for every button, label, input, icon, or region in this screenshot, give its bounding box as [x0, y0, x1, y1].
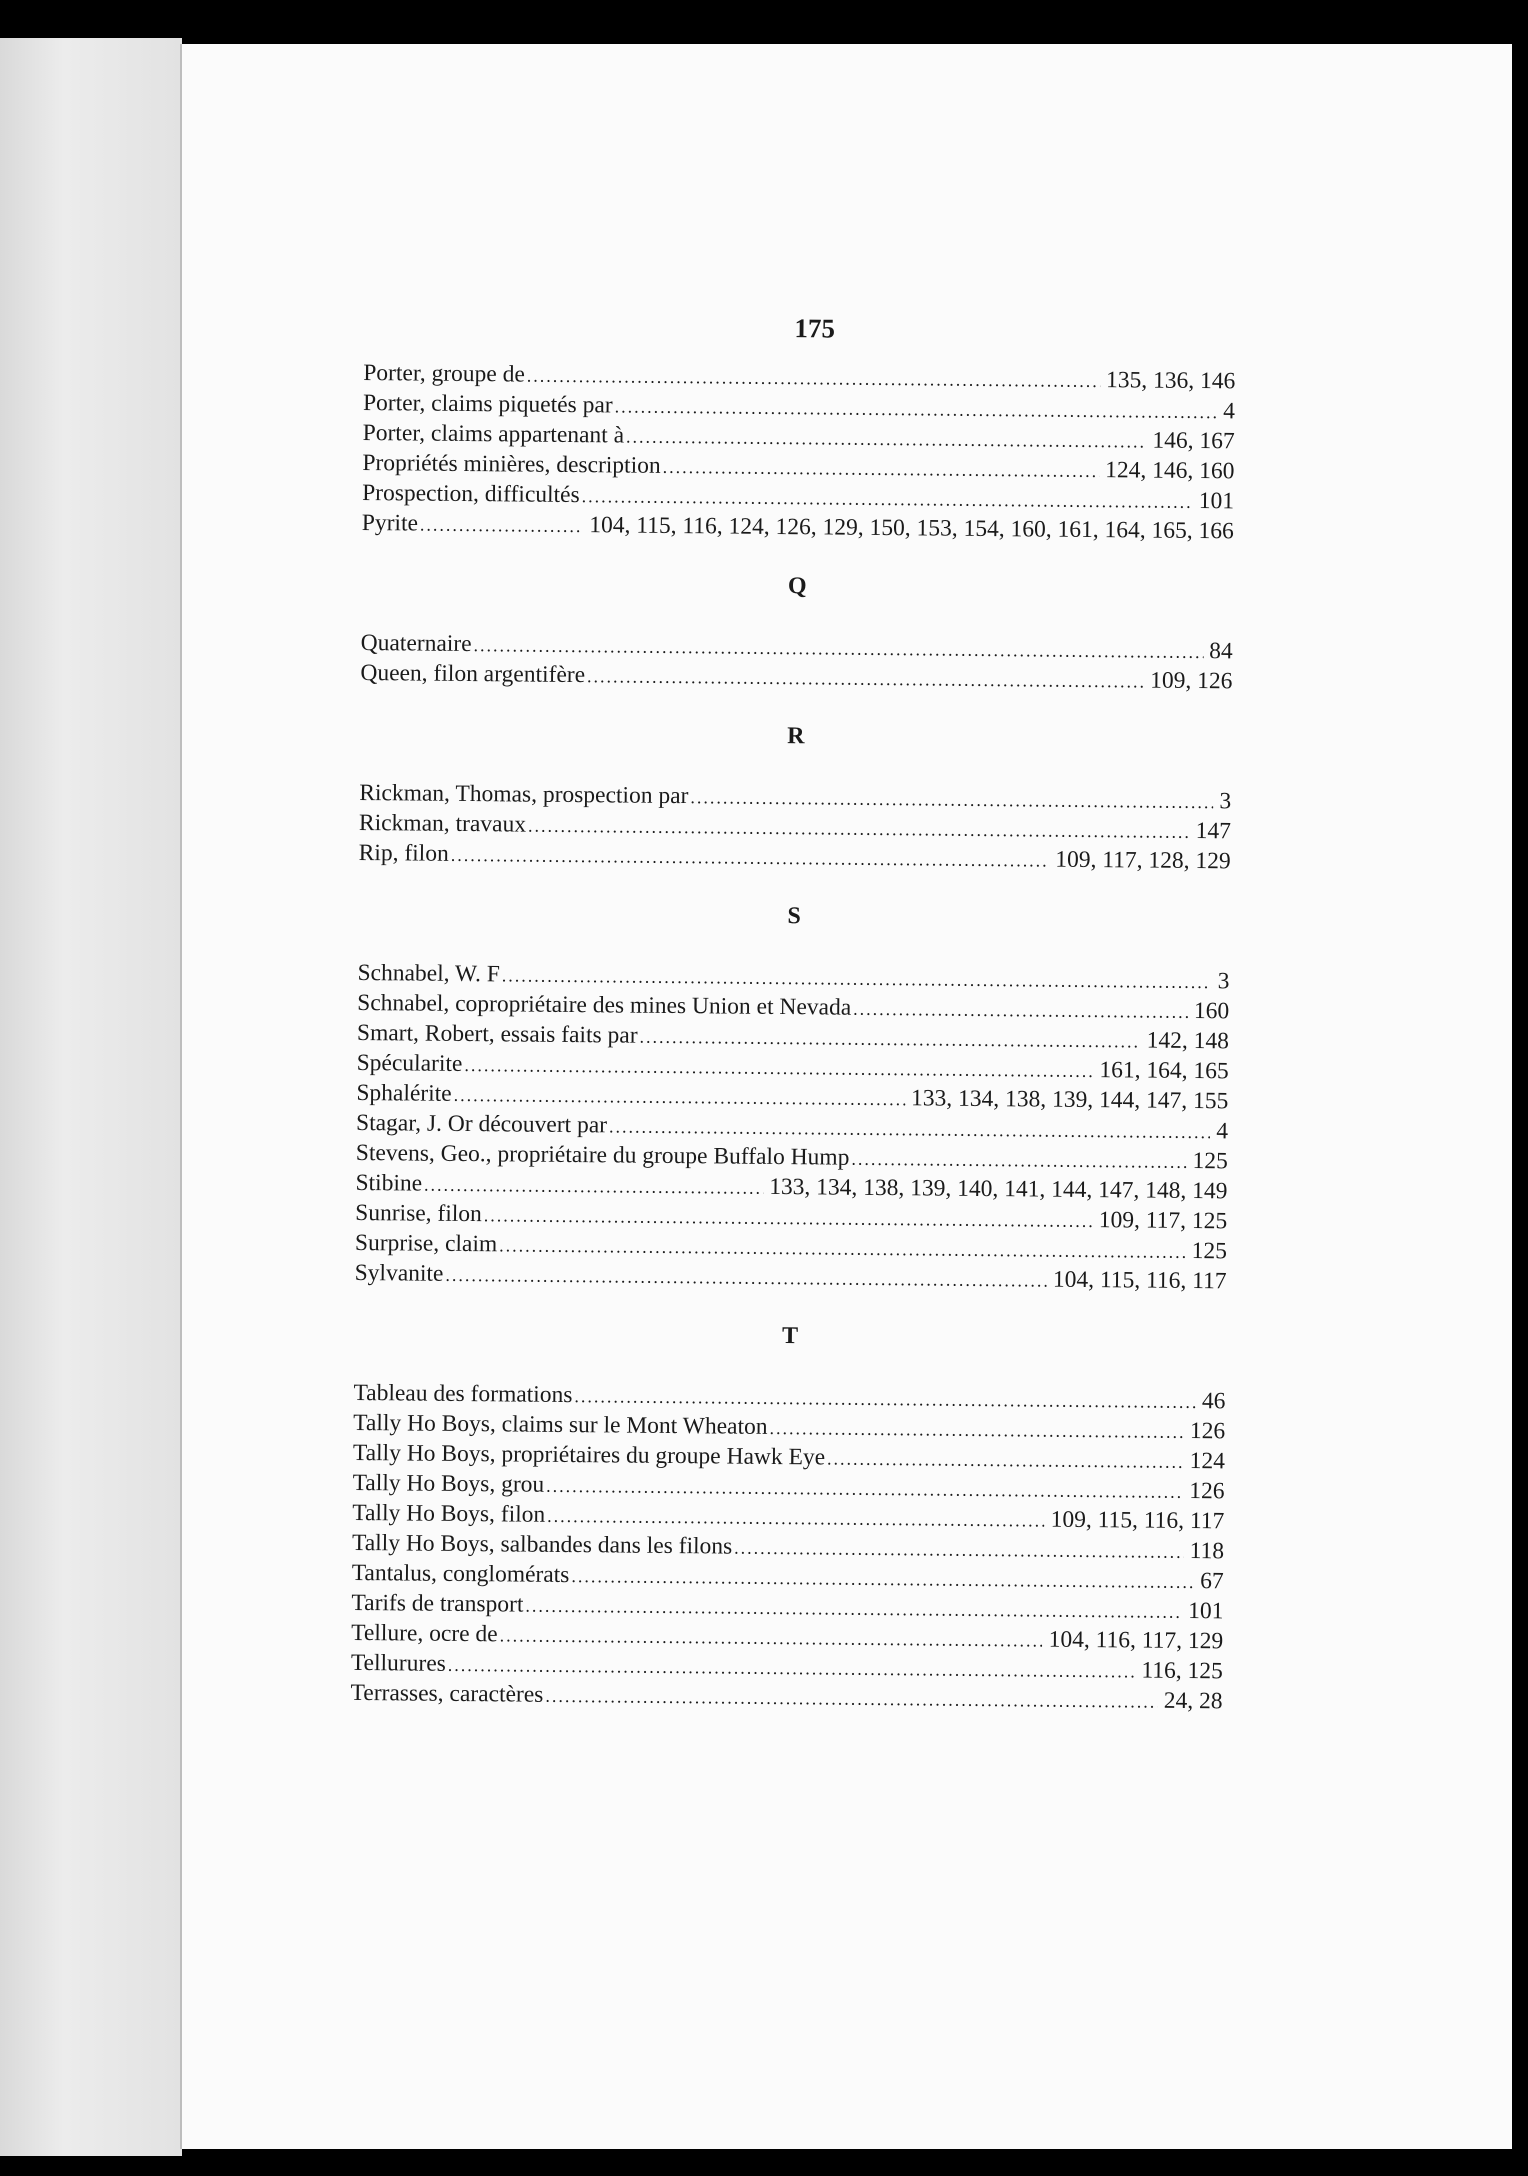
entry-term: Terrasses, caractères: [350, 1679, 544, 1708]
entry-term: Tableau des formations: [353, 1379, 573, 1409]
dot-leader: [451, 840, 1050, 876]
section-letter-heading: Q: [787, 573, 807, 600]
entry-term: Stagar, J. Or découvert par: [355, 1109, 608, 1139]
entry-page-numbers: 101: [1198, 488, 1235, 515]
dot-leader: [545, 1681, 1158, 1717]
dot-leader: [445, 1260, 1047, 1296]
previous-page-edge: [0, 38, 182, 2156]
entry-page-numbers: 3: [1217, 968, 1230, 995]
entry-term: Tellurures: [350, 1649, 446, 1677]
index-section: [350, 1310, 1226, 1716]
entry-term: Stibine: [355, 1169, 423, 1197]
entry-page-numbers: 109, 117, 128, 129: [1055, 846, 1231, 875]
entry-term: Queen, filon argentifère: [360, 659, 586, 689]
dot-leader: [626, 422, 1147, 457]
entry-term: Surprise, claim: [354, 1229, 498, 1258]
entry-term: Pyrite: [361, 509, 419, 537]
entry-page-numbers: 133, 134, 138, 139, 144, 147, 155: [910, 1085, 1229, 1115]
entry-page-numbers: 84: [1209, 638, 1233, 665]
index-sections: [350, 358, 1235, 1716]
entry-term: Schnabel, copropriétaire des mines Union et Nevada: [357, 989, 852, 1021]
entry-term: Tellure, ocre de: [351, 1619, 498, 1648]
dot-leader: [639, 1022, 1140, 1057]
entry-term: Schnabel, W. F: [357, 959, 500, 988]
entry-page-numbers: 109, 115, 116, 117: [1050, 1506, 1225, 1535]
entry-term: Spécularite: [356, 1049, 463, 1077]
entry-page-numbers: 67: [1200, 1568, 1224, 1595]
entry-page-numbers: 161, 164, 165: [1099, 1057, 1229, 1085]
dot-leader: [420, 510, 584, 542]
entry-page-numbers: 135, 136, 146: [1105, 367, 1236, 395]
entry-term: Rickman, travaux: [358, 809, 527, 838]
index-content: [350, 300, 1235, 1716]
entry-page-numbers: 133, 134, 138, 139, 140, 141, 144, 147, 148, 149: [769, 1173, 1228, 1205]
entry-term: Smart, Robert, essais faits par: [356, 1019, 638, 1049]
entry-page-numbers: 104, 116, 117, 129: [1048, 1626, 1224, 1655]
index-section: [355, 890, 1231, 1296]
entry-term: Propriétés minières, description: [362, 449, 661, 479]
dot-leader: [769, 1413, 1184, 1447]
entry-term: Stevens, Geo., propriétaire du groupe Buffalo Hump: [355, 1139, 850, 1171]
entry-page-numbers: 126: [1189, 1417, 1226, 1445]
entry-page-numbers: 118: [1189, 1537, 1225, 1565]
entry-term: Tally Ho Boys, propriétaires du groupe Hawk Eye: [352, 1439, 826, 1471]
entry-page-numbers: 124, 146, 160: [1105, 457, 1235, 485]
page-number: 175: [794, 313, 836, 344]
entry-page-numbers: 146, 167: [1152, 427, 1235, 455]
entry-term: Sunrise, filon: [355, 1199, 482, 1228]
entry-term: Porter, claims appartenant à: [362, 419, 625, 449]
entry-page-numbers: 24, 28: [1163, 1687, 1223, 1715]
entry-page-numbers: 109, 126: [1150, 667, 1233, 695]
dot-leader: [663, 452, 1100, 486]
section-letter-heading: R: [787, 723, 805, 750]
entry-page-numbers: 4: [1223, 398, 1236, 425]
section-letter-heading: S: [787, 903, 801, 930]
entry-term: Sylvanite: [354, 1259, 444, 1287]
entry-page-numbers: 116, 125: [1141, 1657, 1224, 1685]
entry-term: Tally Ho Boys, filon: [352, 1499, 546, 1528]
dot-leader: [424, 1170, 763, 1203]
entry-term: Tally Ho Boys, grou: [352, 1469, 545, 1498]
dot-leader: [587, 661, 1144, 696]
entry-page-numbers: 3: [1219, 788, 1232, 815]
section-letter-heading: T: [781, 1323, 799, 1350]
dot-leader: [853, 994, 1188, 1027]
entry-term: Tally Ho Boys, salbandes dans les filons: [351, 1529, 733, 1560]
entry-page-numbers: 104, 115, 116, 124, 126, 129, 150, 153, 154, 160, 161, 164, 165, 166: [589, 512, 1234, 545]
entry-term: Rip, filon: [358, 839, 449, 867]
entry-page-numbers: 124: [1189, 1447, 1226, 1475]
entry-page-numbers: 125: [1191, 1237, 1228, 1265]
entry-page-numbers: 101: [1188, 1597, 1224, 1625]
entry-term: Prospection, difficultés: [362, 479, 580, 509]
entry-term: Tally Ho Boys, claims sur le Mont Wheaton: [353, 1409, 768, 1440]
entry-page-numbers: 147: [1195, 818, 1232, 845]
entry-term: Porter, claims piquetés par: [362, 389, 613, 419]
entry-page-numbers: 46: [1201, 1388, 1226, 1415]
entry-term: Quaternaire: [360, 629, 472, 658]
index-section: [360, 560, 1233, 696]
index-section: [359, 710, 1232, 876]
dot-leader: [851, 1144, 1186, 1177]
entry-page-numbers: 142, 148: [1146, 1027, 1230, 1055]
entry-page-numbers: 104, 115, 116, 117: [1052, 1266, 1227, 1295]
entry-term: Rickman, Thomas, prospection par: [359, 779, 689, 810]
dot-leader: [827, 1443, 1184, 1476]
entry-term: Sphalérite: [356, 1079, 452, 1107]
entry-page-numbers: 109, 117, 125: [1098, 1207, 1228, 1235]
entry-page-numbers: 125: [1192, 1147, 1228, 1175]
entry-page-numbers: 160: [1193, 998, 1230, 1025]
index-section: [362, 358, 1236, 546]
entry-page-numbers: 4: [1216, 1118, 1229, 1145]
entry-term: Tarifs de transport: [351, 1589, 524, 1618]
entry-page-numbers: 126: [1189, 1477, 1225, 1505]
entry-term: Porter, groupe de: [363, 359, 525, 388]
entry-term: Tantalus, conglomérats: [351, 1559, 570, 1589]
dot-leader: [734, 1533, 1184, 1567]
